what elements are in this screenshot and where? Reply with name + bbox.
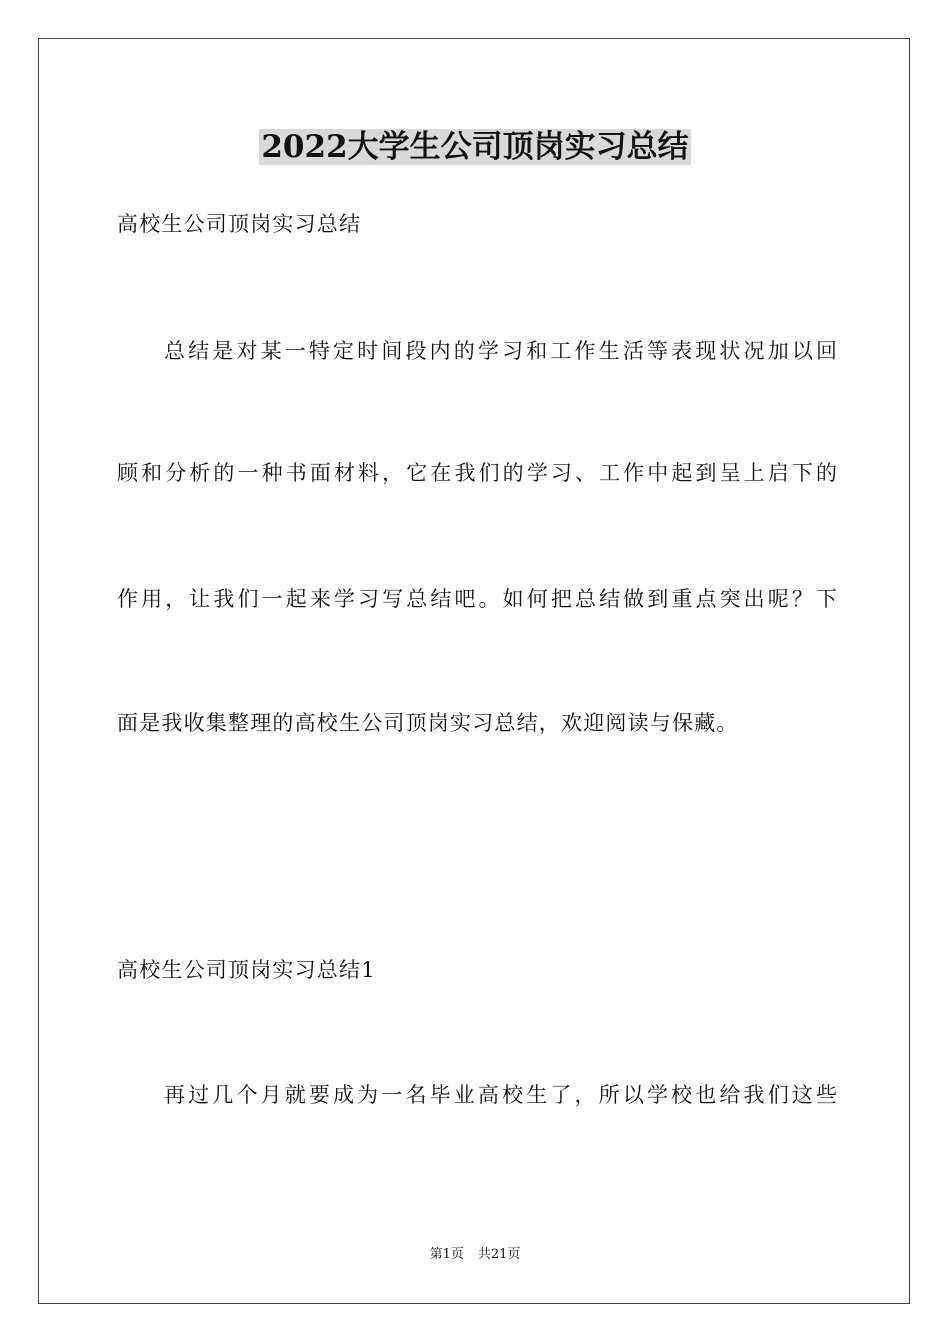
document-subtitle: 高校生公司顶岗实习总结 [117, 212, 362, 236]
intro-line-1: 总结是对某一特定时间段内的学习和工作生活等表现状况加以回 [164, 339, 837, 363]
total-pages-label: 共21页 [477, 1247, 521, 1262]
document-title [0, 126, 950, 168]
intro-line-4: 面是我收集整理的高校生公司顶岗实习总结，欢迎阅读与保藏。 [117, 711, 739, 735]
intro-line-3: 作用，让我们一起来学习写总结吧。如何把总结做到重点突出呢？下 [117, 587, 837, 611]
page-footer [0, 1246, 950, 1264]
intro-line-2: 顾和分析的一种书面材料，它在我们的学习、工作中起到呈上启下的 [117, 461, 837, 485]
section-line-1: 再过几个月就要成为一名毕业高校生了，所以学校也给我们这些 [164, 1083, 837, 1107]
current-page-label: 第1页 [429, 1247, 464, 1262]
section-heading: 高校生公司顶岗实习总结1 [117, 958, 376, 982]
document-title-text: 2022大学生公司顶岗实习总结 [261, 129, 689, 165]
